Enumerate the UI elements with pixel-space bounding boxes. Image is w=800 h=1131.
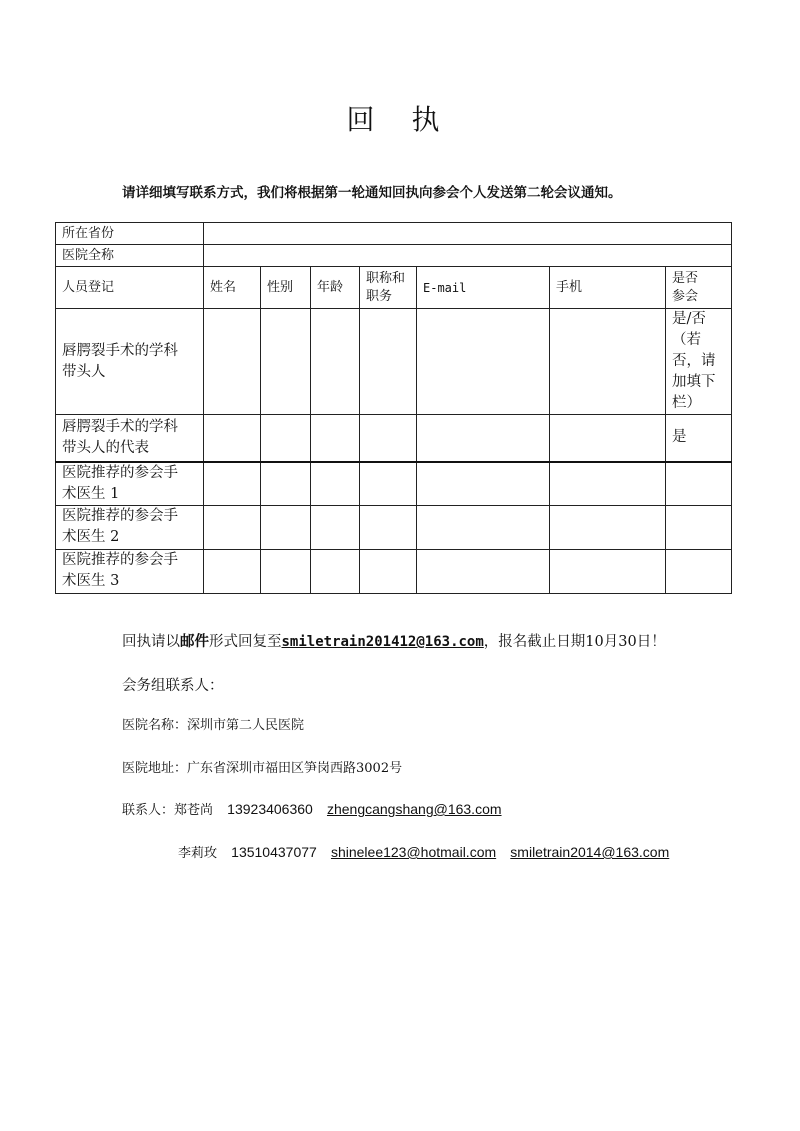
cell-attend[interactable]	[666, 462, 732, 506]
contact-person-2: 李莉玫 13510437077 shinelee123@hotmail.com smiletrain2014@163.com	[178, 844, 670, 861]
cell-email[interactable]	[417, 415, 550, 462]
cell-name[interactable]	[204, 415, 261, 462]
registration-label: 人员登记	[56, 267, 204, 309]
cell-attend[interactable]: 是/否 （若 否，请 加填下 栏）	[666, 309, 732, 415]
reply-bold-word: 邮件	[180, 633, 209, 650]
cell-title[interactable]	[360, 309, 417, 415]
contact-person-1: 联系人：郑苍尚 13923406360 zhengcangshang@163.com	[122, 801, 502, 818]
province-row	[56, 223, 732, 245]
header-email: E-mail	[417, 267, 550, 309]
table-row	[56, 462, 732, 506]
cell-title[interactable]	[360, 549, 417, 593]
contact-phone: 13510437077	[231, 844, 317, 860]
row-label: 医院推荐的参会手 术医生 1	[56, 462, 204, 506]
province-label: 所在省份	[56, 223, 204, 245]
cell-attend[interactable]: 是	[666, 415, 732, 462]
cell-email[interactable]	[417, 309, 550, 415]
cell-attend[interactable]	[666, 549, 732, 593]
cell-name[interactable]	[204, 549, 261, 593]
contact-phone: 13923406360	[227, 801, 313, 817]
table-row	[56, 415, 732, 462]
cell-age[interactable]	[311, 549, 360, 593]
row-label: 唇腭裂手术的学科 带头人的代表	[56, 415, 204, 462]
cell-email[interactable]	[417, 462, 550, 506]
table-row	[56, 505, 732, 549]
row-label: 医院推荐的参会手 术医生 3	[56, 549, 204, 593]
province-field[interactable]	[204, 223, 732, 245]
cell-mobile[interactable]	[550, 309, 666, 415]
cell-mobile[interactable]	[550, 549, 666, 593]
cell-name[interactable]	[204, 462, 261, 506]
reply-instruction: 回执请以邮件形式回复至smiletrain201412@163.com，报名截止日期10月30日！	[122, 633, 666, 650]
row-label: 唇腭裂手术的学科 带头人	[56, 309, 204, 415]
cell-email[interactable]	[417, 549, 550, 593]
cell-age[interactable]	[311, 415, 360, 462]
reply-email-link[interactable]: smiletrain201412@163.com	[281, 634, 484, 650]
cell-attend[interactable]	[666, 505, 732, 549]
table-row	[56, 549, 732, 593]
hospital-label: 医院全称	[56, 245, 204, 267]
cell-gender[interactable]	[261, 505, 311, 549]
cell-title[interactable]	[360, 462, 417, 506]
header-age: 年龄	[311, 267, 360, 309]
hospital-row	[56, 245, 732, 267]
cell-gender[interactable]	[261, 549, 311, 593]
header-attend: 是否 参会	[666, 267, 732, 309]
contact-email-link[interactable]: shinelee123@hotmail.com	[330, 844, 497, 860]
cell-title[interactable]	[360, 505, 417, 549]
header-mobile: 手机	[550, 267, 666, 309]
cell-mobile[interactable]	[550, 505, 666, 549]
hospital-field[interactable]	[204, 245, 732, 267]
cell-gender[interactable]	[261, 415, 311, 462]
cell-gender[interactable]	[261, 462, 311, 506]
contact-email-link[interactable]: zhengcangshang@163.com	[326, 801, 502, 817]
hospital-address-line: 医院地址：广东省深圳市福田区笋岗西路3002号	[122, 761, 403, 776]
row-label: 医院推荐的参会手 术医生 2	[56, 505, 204, 549]
cell-email[interactable]	[417, 505, 550, 549]
cell-name[interactable]	[204, 505, 261, 549]
hospital-name-line: 医院名称：深圳市第二人民医院	[122, 718, 305, 733]
instruction-text: 请详细填写联系方式，我们将根据第一轮通知回执向参会个人发送第二轮会议通知。	[122, 185, 622, 201]
cell-name[interactable]	[204, 309, 261, 415]
header-name: 姓名	[204, 267, 261, 309]
header-gender: 性别	[261, 267, 311, 309]
cell-age[interactable]	[311, 309, 360, 415]
cell-mobile[interactable]	[550, 462, 666, 506]
cell-age[interactable]	[311, 505, 360, 549]
header-row	[56, 267, 732, 309]
page-title: 回 执	[346, 103, 454, 136]
cell-gender[interactable]	[261, 309, 311, 415]
cell-age[interactable]	[311, 462, 360, 506]
registration-form-table	[55, 222, 732, 594]
cell-mobile[interactable]	[550, 415, 666, 462]
contact-email-link[interactable]: smiletrain2014@163.com	[510, 844, 670, 860]
header-title: 职称和 职务	[360, 267, 417, 309]
contacts-heading: 会务组联系人：	[122, 678, 224, 694]
cell-title[interactable]	[360, 415, 417, 462]
table-row	[56, 309, 732, 415]
